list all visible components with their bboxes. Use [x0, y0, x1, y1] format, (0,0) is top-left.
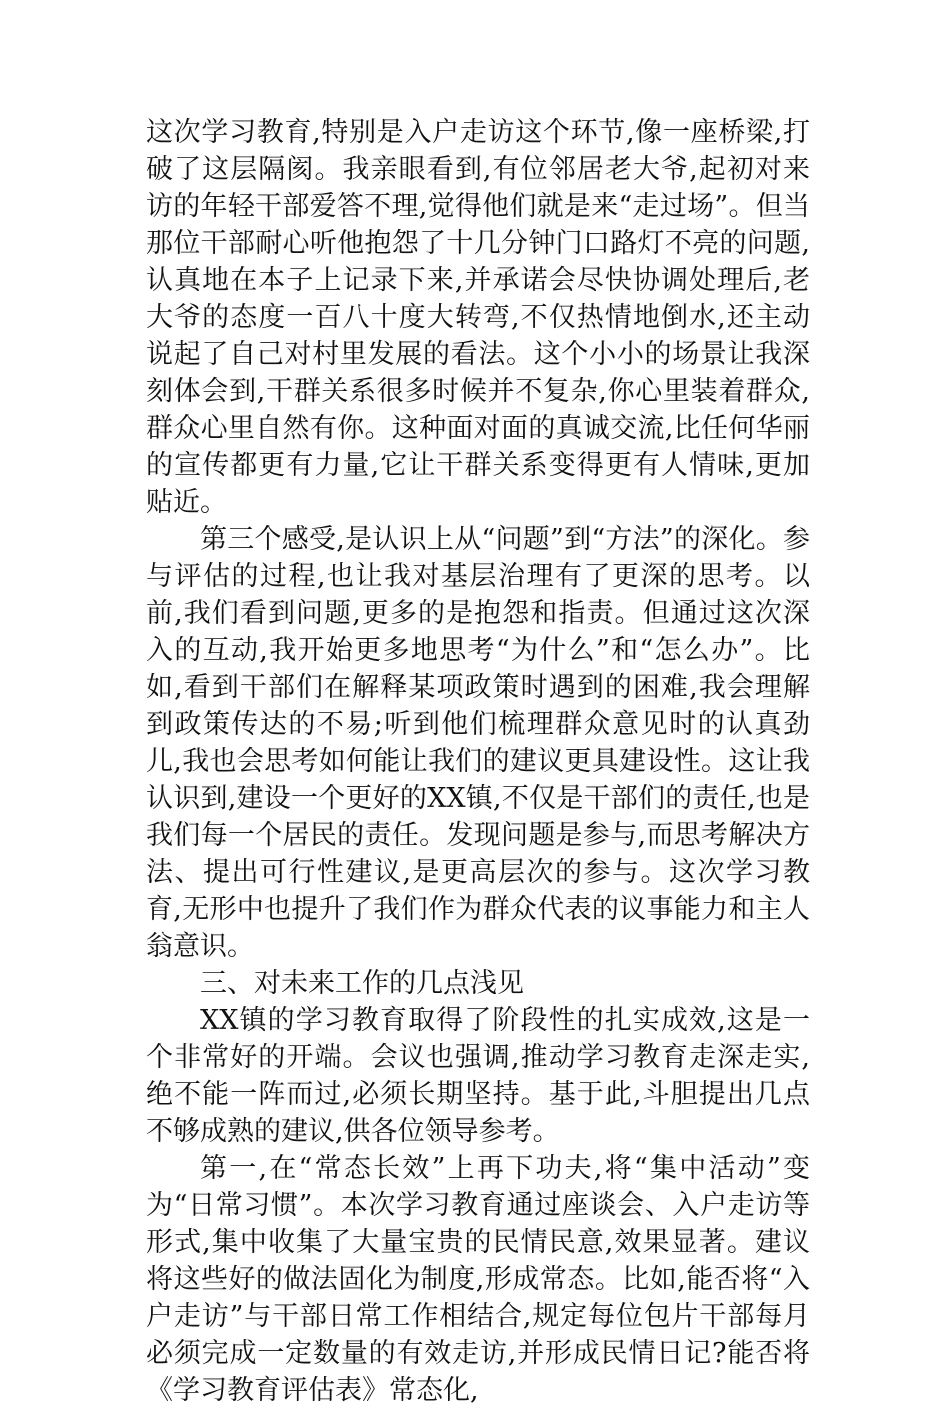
paragraph-third-impression: 第三个感受,是认识上从“问题”到“方法”的深化。参与评估的过程,也让我对基层治理有了更深的思考。以前,我们看到问题,更多的是抱怨和指责。但通过这次深入的互动,我开始更多地思考“为什么”和“怎么办”。比如,看到干部们在解释某项政策时遇到的困难,我会理解到政策传达的不易;听到他们梳理群众意见时的认真劲儿,我也会思考如何能让我们的建议更具建设性。这让我认识到,建设一个更好的XX镇,不仅是干部们的责任,也是我们每一个居民的责任。发现问题是参与,而思考解决方法、提出可行性建议,是更高层次的参与。这次学习教育,无形中也提升了我们作为群众代表的议事能力和主人翁意识。: [146, 524, 810, 962]
paragraph-first-suggestion: 第一,在“常态长效”上再下功夫,将“集中活动”变为“日常习惯”。本次学习教育通过座谈会、入户走访等形式,集中收集了大量宝贵的民情民意,效果显著。建议将这些好的做法固化为制度,形成常态。比如,能否将“入户走访”与干部日常工作相结合,规定每位包片干部每月必须完成一定数量的有效走访,并形成民情日记?能否将《学习教育评估表》常态化,: [146, 1153, 810, 1406]
section-heading-future-work: 三、对未来工作的几点浅见: [200, 968, 524, 999]
paragraph-phase-results: XX镇的学习教育取得了阶段性的扎实成效,这是一个非常好的开端。会议也强调,推动学习教育走深走实,绝不能一阵而过,必须长期坚持。基于此,斗胆提出几点不够成熟的建议,供各位领导参考。: [146, 1005, 810, 1147]
paragraph-village-visit: 这次学习教育,特别是入户走访这个环节,像一座桥梁,打破了这层隔阂。我亲眼看到,有位邻居老大爷,起初对来访的年轻干部爱答不理,觉得他们就是来“走过场”。但当那位干部耐心听他抱怨了十几分钟门口路灯不亮的问题,认真地在本子上记录下来,并承诺会尽快协调处理后,老大爷的态度一百八十度大转弯,不仅热情地倒水,还主动说起了自己对村里发展的看法。这个小小的场景让我深刻体会到,干群关系很多时候并不复杂,你心里装着群众,群众心里自然有你。这种面对面的真诚交流,比任何华丽的宣传都更有力量,它让干群关系变得更有人情味,更加贴近。: [146, 117, 810, 518]
document-body: [146, 114, 810, 1409]
